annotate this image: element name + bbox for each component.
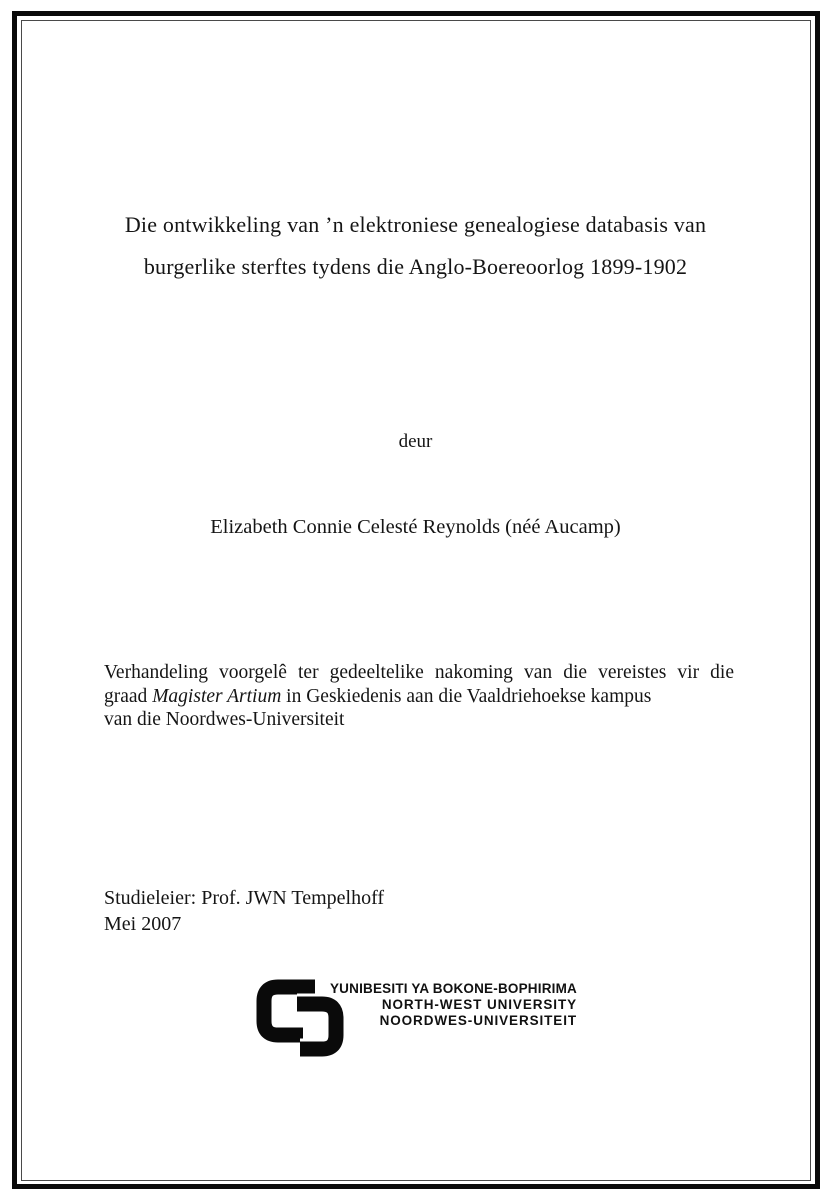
degree-statement-line2 — [104, 685, 734, 709]
supervisor-line: Studieleier: Prof. JWN Tempelhoff — [104, 887, 385, 909]
degree-statement-line1: Verhandeling voorgelê ter gedeeltelike nakoming van die vereistes vir die — [104, 662, 734, 683]
thesis-title-line2: burgerlike sterftes tydens die Anglo-Boereoorlog 1899-1902 — [143, 254, 688, 279]
thesis-title-line1: Die ontwikkeling van ’n elektroniese genealogiese databasis van — [124, 212, 707, 237]
degree-statement-line2-post: in Geskiedenis aan die Vaaldriehoekse kampus — [281, 685, 652, 707]
logo-line-setswana: YUNIBESITI YA BOKONE-BOPHIRIMA — [329, 981, 577, 996]
degree-statement — [104, 661, 734, 732]
supervisor-block — [104, 885, 384, 937]
author-name: Elizabeth Connie Celesté Reynolds (néé Aucamp) — [210, 516, 621, 538]
university-logo — [256, 979, 577, 1057]
university-logo-wordmark — [317, 981, 577, 1029]
thesis-title — [60, 204, 771, 288]
degree-statement-line2-pre: graad — [104, 685, 153, 707]
logo-line-english: NORTH-WEST UNIVERSITY — [381, 997, 577, 1012]
logo-line-afrikaans: NOORDWES-UNIVERSITEIT — [379, 1013, 577, 1028]
degree-name-italic: Magister Artium — [152, 685, 282, 707]
date-line: Mei 2007 — [104, 913, 182, 935]
degree-statement-line3: van die Noordwes-Universiteit — [104, 709, 345, 730]
byline-label: deur — [398, 431, 433, 452]
